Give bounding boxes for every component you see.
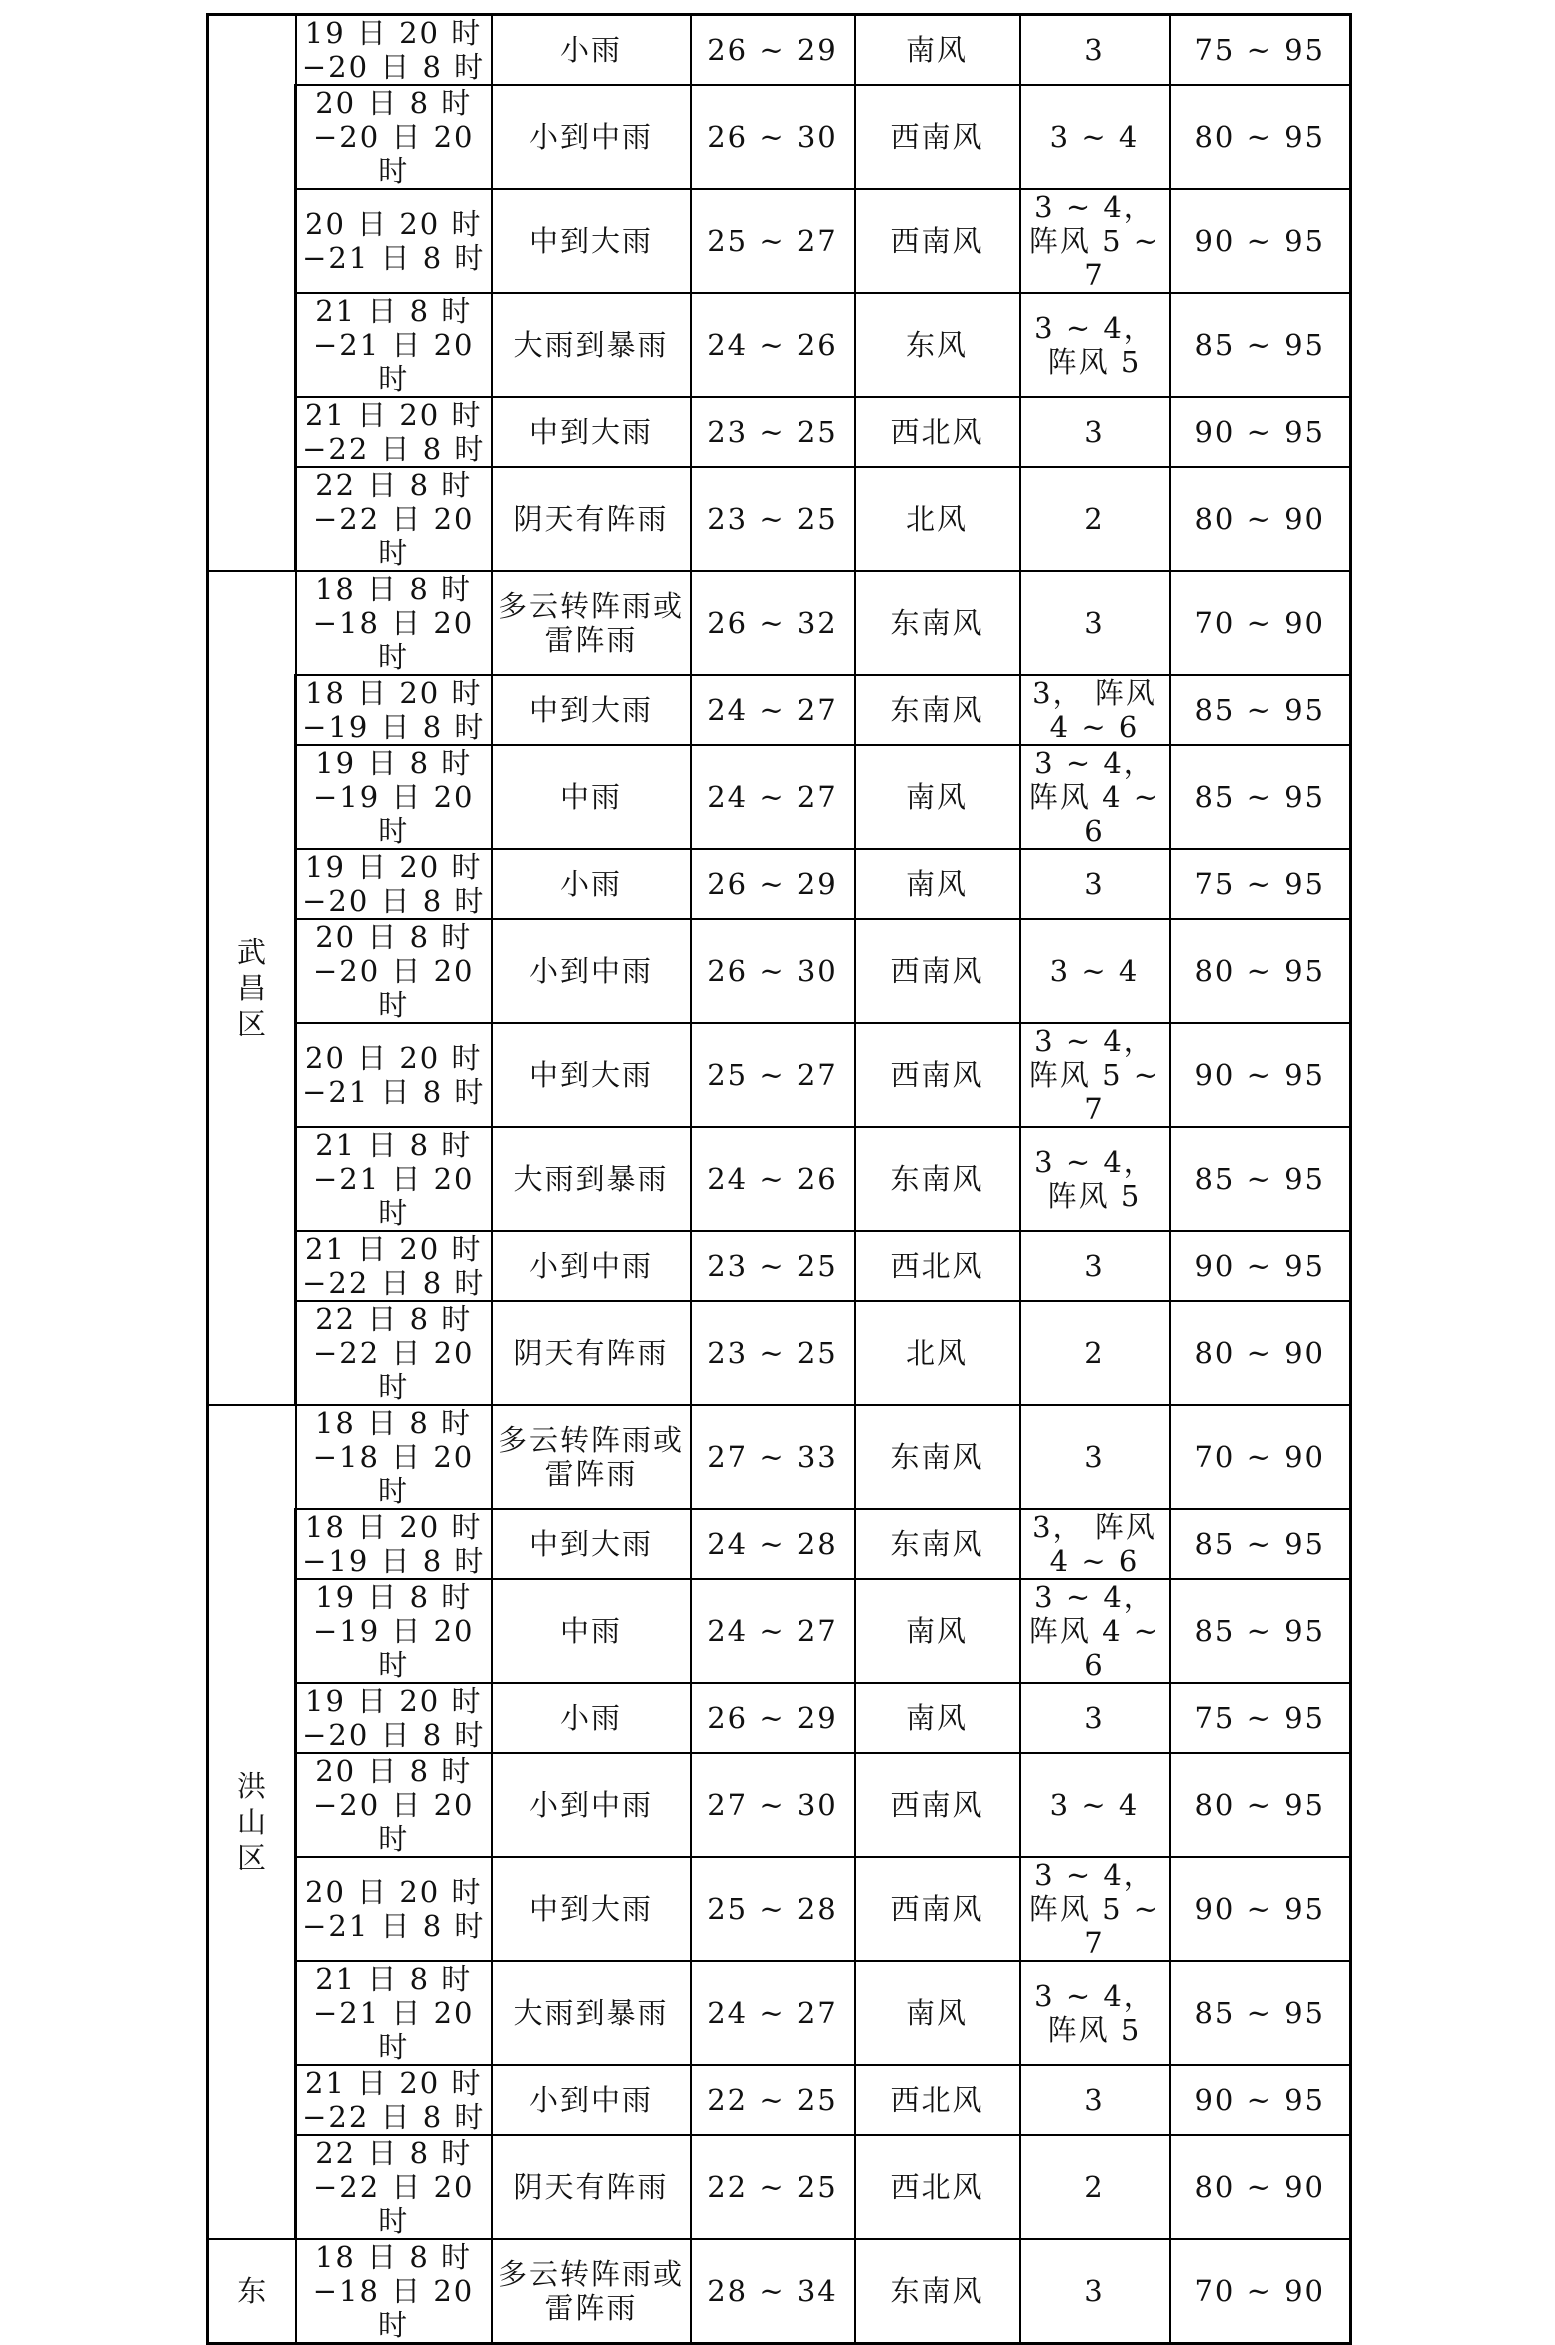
wind-direction-cell: 东南风: [855, 1509, 1020, 1579]
humidity-cell: 85 ~ 95: [1170, 1509, 1351, 1579]
time-range-cell: 20 日 8 时 −20 日 20 时: [296, 85, 492, 189]
table-row: [208, 1023, 1351, 1127]
humidity-cell: 70 ~ 90: [1170, 1405, 1351, 1509]
humidity-cell: 75 ~ 95: [1170, 849, 1351, 919]
temperature-cell: 24 ~ 28: [691, 1509, 855, 1579]
wind-direction-cell: 东南风: [855, 2239, 1020, 2344]
temperature-cell: 23 ~ 25: [691, 397, 855, 467]
time-range-cell: 18 日 8 时 −18 日 20 时: [296, 1405, 492, 1509]
humidity-cell: 85 ~ 95: [1170, 675, 1351, 745]
time-range-cell: 19 日 8 时 −19 日 20 时: [296, 745, 492, 849]
temperature-cell: 26 ~ 30: [691, 919, 855, 1023]
time-range-cell: 20 日 8 时 −20 日 20 时: [296, 919, 492, 1023]
time-range-cell: 20 日 20 时 −21 日 8 时: [296, 1857, 492, 1961]
wind-direction-cell: 北风: [855, 1301, 1020, 1405]
weather-cell: 阴天有阵雨: [492, 2135, 691, 2239]
weather-cell: 小到中雨: [492, 1753, 691, 1857]
wind-direction-cell: 南风: [855, 1961, 1020, 2065]
wind-direction-cell: 南风: [855, 745, 1020, 849]
wind-direction-cell: 西北风: [855, 2135, 1020, 2239]
wind-direction-cell: 北风: [855, 467, 1020, 571]
table-row: [208, 85, 1351, 189]
wind-direction-cell: 西南风: [855, 85, 1020, 189]
weather-cell: 大雨到暴雨: [492, 1127, 691, 1231]
wind-level-cell: 3: [1020, 2239, 1170, 2344]
table-row: [208, 1961, 1351, 2065]
table-row: [208, 571, 1351, 675]
table-row: [208, 189, 1351, 293]
weather-cell: 中到大雨: [492, 189, 691, 293]
wind-level-cell: 2: [1020, 467, 1170, 571]
humidity-cell: 85 ~ 95: [1170, 293, 1351, 397]
wind-direction-cell: 东南风: [855, 1405, 1020, 1509]
weather-cell: 大雨到暴雨: [492, 293, 691, 397]
forecast-table-body: [208, 15, 1351, 2344]
humidity-cell: 85 ~ 95: [1170, 1579, 1351, 1683]
time-range-cell: 18 日 20 时 −19 日 8 时: [296, 1509, 492, 1579]
district-label: 洪山区: [236, 1769, 266, 1875]
wind-direction-cell: 西北风: [855, 2065, 1020, 2135]
wind-direction-cell: 西北风: [855, 1231, 1020, 1301]
district-label: 东: [237, 2274, 267, 2308]
time-range-cell: 19 日 20 时 −20 日 8 时: [296, 15, 492, 86]
table-row: [208, 1301, 1351, 1405]
wind-level-cell: 3 ~ 4，阵风 4 ~ 6: [1020, 745, 1170, 849]
temperature-cell: 25 ~ 27: [691, 1023, 855, 1127]
wind-level-cell: 3 ~ 4，阵风 5: [1020, 1127, 1170, 1231]
wind-direction-cell: 西南风: [855, 1753, 1020, 1857]
time-range-cell: 21 日 8 时 −21 日 20 时: [296, 1127, 492, 1231]
wind-level-cell: 2: [1020, 2135, 1170, 2239]
time-range-cell: 20 日 8 时 −20 日 20 时: [296, 1753, 492, 1857]
temperature-cell: 22 ~ 25: [691, 2065, 855, 2135]
time-range-cell: 18 日 20 时 −19 日 8 时: [296, 675, 492, 745]
time-range-cell: 18 日 8 时 −18 日 20 时: [296, 571, 492, 675]
wind-level-cell: 3 ~ 4: [1020, 919, 1170, 1023]
table-row: [208, 1857, 1351, 1961]
wind-direction-cell: 南风: [855, 1683, 1020, 1753]
time-range-cell: 22 日 8 时 −22 日 20 时: [296, 2135, 492, 2239]
humidity-cell: 80 ~ 90: [1170, 467, 1351, 571]
time-range-cell: 21 日 20 时 −22 日 8 时: [296, 1231, 492, 1301]
time-range-cell: 21 日 8 时 −21 日 20 时: [296, 293, 492, 397]
humidity-cell: 75 ~ 95: [1170, 1683, 1351, 1753]
district-label: 武昌区: [236, 935, 266, 1041]
temperature-cell: 27 ~ 30: [691, 1753, 855, 1857]
humidity-cell: 90 ~ 95: [1170, 2065, 1351, 2135]
humidity-cell: 85 ~ 95: [1170, 745, 1351, 849]
weather-cell: 阴天有阵雨: [492, 1301, 691, 1405]
temperature-cell: 25 ~ 27: [691, 189, 855, 293]
humidity-cell: 75 ~ 95: [1170, 15, 1351, 86]
wind-level-cell: 3: [1020, 1231, 1170, 1301]
temperature-cell: 27 ~ 33: [691, 1405, 855, 1509]
weather-cell: 阴天有阵雨: [492, 467, 691, 571]
weather-cell: 小雨: [492, 1683, 691, 1753]
humidity-cell: 80 ~ 95: [1170, 1753, 1351, 1857]
humidity-cell: 90 ~ 95: [1170, 1857, 1351, 1961]
wind-direction-cell: 西南风: [855, 189, 1020, 293]
table-row: [208, 1509, 1351, 1579]
wind-level-cell: 3， 阵风 4 ~ 6: [1020, 1509, 1170, 1579]
temperature-cell: 24 ~ 27: [691, 745, 855, 849]
weather-forecast-table: [206, 13, 1352, 2345]
time-range-cell: 19 日 20 时 −20 日 8 时: [296, 849, 492, 919]
temperature-cell: 26 ~ 29: [691, 849, 855, 919]
table-row: [208, 1579, 1351, 1683]
wind-direction-cell: 南风: [855, 1579, 1020, 1683]
table-row: [208, 2135, 1351, 2239]
wind-level-cell: 3 ~ 4: [1020, 1753, 1170, 1857]
time-range-cell: 21 日 20 时 −22 日 8 时: [296, 397, 492, 467]
wind-level-cell: 3 ~ 4，阵风 5 ~ 7: [1020, 1857, 1170, 1961]
wind-level-cell: 3: [1020, 1405, 1170, 1509]
table-row: [208, 849, 1351, 919]
wind-level-cell: 3 ~ 4，阵风 5: [1020, 1961, 1170, 2065]
weather-cell: 小雨: [492, 849, 691, 919]
temperature-cell: 23 ~ 25: [691, 1231, 855, 1301]
wind-level-cell: 3: [1020, 571, 1170, 675]
district-cell: [208, 2239, 296, 2344]
weather-cell: 小到中雨: [492, 2065, 691, 2135]
temperature-cell: 24 ~ 27: [691, 1579, 855, 1683]
humidity-cell: 90 ~ 95: [1170, 189, 1351, 293]
weather-cell: 中雨: [492, 1579, 691, 1683]
table-row: [208, 397, 1351, 467]
humidity-cell: 90 ~ 95: [1170, 1231, 1351, 1301]
table-row: [208, 1753, 1351, 1857]
humidity-cell: 80 ~ 95: [1170, 85, 1351, 189]
humidity-cell: 70 ~ 90: [1170, 571, 1351, 675]
temperature-cell: 24 ~ 26: [691, 1127, 855, 1231]
wind-level-cell: 3 ~ 4，阵风 4 ~ 6: [1020, 1579, 1170, 1683]
wind-level-cell: 3 ~ 4，阵风 5 ~ 7: [1020, 189, 1170, 293]
wind-level-cell: 3: [1020, 397, 1170, 467]
wind-level-cell: 3: [1020, 1683, 1170, 1753]
temperature-cell: 28 ~ 34: [691, 2239, 855, 2344]
wind-level-cell: 3: [1020, 15, 1170, 86]
wind-level-cell: 3 ~ 4，阵风 5: [1020, 293, 1170, 397]
table-row: [208, 293, 1351, 397]
temperature-cell: 26 ~ 29: [691, 1683, 855, 1753]
wind-direction-cell: 南风: [855, 849, 1020, 919]
weather-cell: 中到大雨: [492, 1857, 691, 1961]
weather-cell: 中雨: [492, 745, 691, 849]
humidity-cell: 80 ~ 90: [1170, 2135, 1351, 2239]
time-range-cell: 21 日 20 时 −22 日 8 时: [296, 2065, 492, 2135]
weather-cell: 大雨到暴雨: [492, 1961, 691, 2065]
weather-cell: 多云转阵雨或雷阵雨: [492, 571, 691, 675]
temperature-cell: 26 ~ 30: [691, 85, 855, 189]
table-row: [208, 919, 1351, 1023]
district-cell: [208, 1405, 296, 2239]
temperature-cell: 23 ~ 25: [691, 1301, 855, 1405]
temperature-cell: 23 ~ 25: [691, 467, 855, 571]
weather-cell: 小雨: [492, 15, 691, 86]
district-cell: [208, 571, 296, 1405]
humidity-cell: 70 ~ 90: [1170, 2239, 1351, 2344]
wind-direction-cell: 西南风: [855, 1857, 1020, 1961]
weather-cell: 小到中雨: [492, 919, 691, 1023]
district-cell: [208, 15, 296, 572]
wind-direction-cell: 东南风: [855, 1127, 1020, 1231]
wind-direction-cell: 西南风: [855, 1023, 1020, 1127]
temperature-cell: 26 ~ 32: [691, 571, 855, 675]
wind-direction-cell: 东南风: [855, 675, 1020, 745]
humidity-cell: 90 ~ 95: [1170, 1023, 1351, 1127]
weather-cell: 小到中雨: [492, 1231, 691, 1301]
table-row: [208, 2065, 1351, 2135]
table-row: [208, 1683, 1351, 1753]
wind-level-cell: 3 ~ 4: [1020, 85, 1170, 189]
weather-cell: 中到大雨: [492, 1023, 691, 1127]
time-range-cell: 22 日 8 时 −22 日 20 时: [296, 467, 492, 571]
table-row: [208, 15, 1351, 86]
wind-level-cell: 3: [1020, 849, 1170, 919]
wind-level-cell: 2: [1020, 1301, 1170, 1405]
weather-cell: 小到中雨: [492, 85, 691, 189]
temperature-cell: 25 ~ 28: [691, 1857, 855, 1961]
humidity-cell: 90 ~ 95: [1170, 397, 1351, 467]
table-row: [208, 745, 1351, 849]
table-row: [208, 1231, 1351, 1301]
table-row: [208, 1405, 1351, 1509]
wind-direction-cell: 西北风: [855, 397, 1020, 467]
table-row: [208, 1127, 1351, 1231]
temperature-cell: 24 ~ 27: [691, 675, 855, 745]
time-range-cell: 22 日 8 时 −22 日 20 时: [296, 1301, 492, 1405]
time-range-cell: 18 日 8 时 −18 日 20 时: [296, 2239, 492, 2344]
wind-level-cell: 3 ~ 4，阵风 5 ~ 7: [1020, 1023, 1170, 1127]
wind-direction-cell: 东南风: [855, 571, 1020, 675]
humidity-cell: 85 ~ 95: [1170, 1127, 1351, 1231]
temperature-cell: 22 ~ 25: [691, 2135, 855, 2239]
time-range-cell: 20 日 20 时 −21 日 8 时: [296, 1023, 492, 1127]
weather-cell: 多云转阵雨或雷阵雨: [492, 2239, 691, 2344]
wind-direction-cell: 东风: [855, 293, 1020, 397]
table-row: [208, 2239, 1351, 2344]
humidity-cell: 85 ~ 95: [1170, 1961, 1351, 2065]
temperature-cell: 26 ~ 29: [691, 15, 855, 86]
weather-cell: 多云转阵雨或雷阵雨: [492, 1405, 691, 1509]
temperature-cell: 24 ~ 27: [691, 1961, 855, 2065]
time-range-cell: 20 日 20 时 −21 日 8 时: [296, 189, 492, 293]
weather-cell: 中到大雨: [492, 397, 691, 467]
time-range-cell: 19 日 20 时 −20 日 8 时: [296, 1683, 492, 1753]
wind-direction-cell: 西南风: [855, 919, 1020, 1023]
table-row: [208, 675, 1351, 745]
wind-direction-cell: 南风: [855, 15, 1020, 86]
humidity-cell: 80 ~ 90: [1170, 1301, 1351, 1405]
humidity-cell: 80 ~ 95: [1170, 919, 1351, 1023]
time-range-cell: 21 日 8 时 −21 日 20 时: [296, 1961, 492, 2065]
table-row: [208, 467, 1351, 571]
wind-level-cell: 3， 阵风 4 ~ 6: [1020, 675, 1170, 745]
weather-cell: 中到大雨: [492, 1509, 691, 1579]
temperature-cell: 24 ~ 26: [691, 293, 855, 397]
weather-cell: 中到大雨: [492, 675, 691, 745]
time-range-cell: 19 日 8 时 −19 日 20 时: [296, 1579, 492, 1683]
wind-level-cell: 3: [1020, 2065, 1170, 2135]
